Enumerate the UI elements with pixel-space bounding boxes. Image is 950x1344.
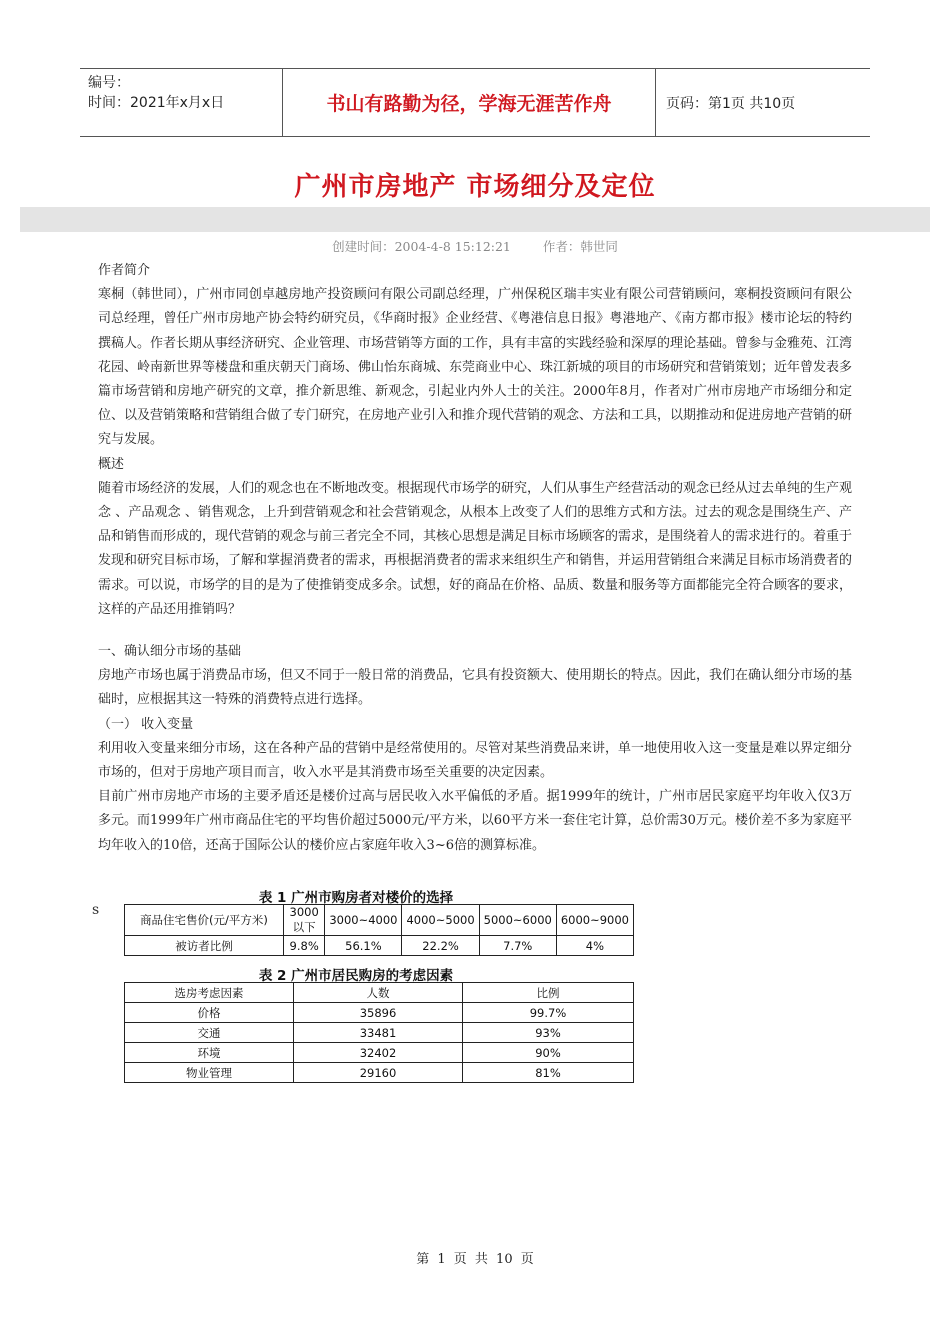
table2-title: 表 2 广州市居民购房的考虑因素 <box>258 968 454 984</box>
table1-value-cell: 9.8% <box>284 936 325 956</box>
table1-value-cell: 4% <box>556 936 633 956</box>
paragraph-section-1: 房地产市场也属于消费品市场，但又不同于一般日常的消费品，它具有投资额大、使用期长的特点。因此，我们在确认细分市场的基础时，应根据其这一特殊的消费特点进行选择。 <box>98 668 853 708</box>
header-box <box>80 68 870 137</box>
paragraph-income-1: 利用收入变量来细分市场，这在各种产品的营销中是经常使用的。尽管对某些消费品来讲，单一地使用收入这一变量是难以界定细分市场的，但对于房地产项目而言，收入水平是其消费市场至关重要的决定因素。 <box>98 740 853 781</box>
table1-value-cell: 7.7% <box>479 936 556 956</box>
table-row <box>125 1003 634 1023</box>
paragraph-income-2: 目前广州市房地产市场的主要矛盾还是楼价过高与居民收入水平偏低的矛盾。据1999年的统计，广州市居民家庭平均年收入仅3万多元。而1999年广州市商品住宅的平均售价超过5000元/平方米，以60平方米一套住宅计算，总价需30万元。楼价差不多为家庭平均年收入的10倍，还高于国际公认的楼价应占家庭年收入3~6倍的测算标准。 <box>98 789 852 853</box>
table2-cell: 32402 <box>294 1043 463 1063</box>
table2-header-cell: 比例 <box>463 983 634 1003</box>
article-body <box>98 259 852 858</box>
article-meta <box>0 237 950 255</box>
table-row <box>125 905 634 936</box>
table2-cell: 90% <box>463 1043 634 1063</box>
heading-section-1: 一、确认细分市场的基础 <box>98 644 242 660</box>
heading-overview: 概述 <box>98 456 125 472</box>
table1 <box>124 904 634 956</box>
table1-value-cell: 56.1% <box>325 936 402 956</box>
table1-header-cell: 5000~6000 <box>479 905 556 936</box>
table2-cell: 环境 <box>125 1043 294 1063</box>
paragraph-author-bio: 寒桐（韩世同），广州市同创卓越房地产投资顾问有限公司副总经理，广州保税区瑞丰实业有限公司营销顾问，寒桐投资顾问有限公司总经理，曾任广州市房地产协会特约研究员，《华商时报》企业经营、《粤港信息日报》粤港地产、《南方都市报》楼市论坛的特约撰稿人。作者长期从事经济研究、企业管理、市场营销等方面的工作，具有丰富的实践经验和深厚的理论基础。曾参与金雅苑、江湾花园、岭南新世界等楼盘和重庆朝天门商场、佛山怡东商城、东莞商业中心、珠江新城的项目的市场研究和营销策划；近年曾发表多篇市场营销和房地产研究的文章，推介新思维、新观念，引起业内外人士的关注。2000年8月，作者对广州市房地产市场细分和定位、以及营销策略和营销组合做了专门研究，在房地产业引入和推介现代营销的观念、方法和工具，以期推动和促进房地产营销的研究与发展。 <box>98 287 853 448</box>
table2-cell: 99.7% <box>463 1003 634 1023</box>
table-row <box>125 1023 634 1043</box>
table-row <box>125 936 634 956</box>
paragraph-gap <box>98 622 852 640</box>
page-footer: 第 1 页 共 10 页 <box>416 1252 534 1267</box>
table1-value-cell: 22.2% <box>402 936 479 956</box>
table-row <box>125 1043 634 1063</box>
table2-header-cell: 选房考虑因素 <box>125 983 294 1003</box>
table-row <box>125 1063 634 1083</box>
table1-header-cell: 6000~9000 <box>556 905 633 936</box>
document-title: 广州市房地产 市场细分及定位 <box>294 172 656 202</box>
table2-cell: 33481 <box>294 1023 463 1043</box>
serial-label: 编号： <box>88 75 130 91</box>
paragraph-overview: 随着市场经济的发展，人们的观念也在不断地改变。根据现代市场学的研究，人们从事生产经营活动的观念已经从过去单纯的生产观念 、产品观念 、销售观念，上升到营销观念和社会营销观念，从根本上改变了人们的思维方式和方法。过去的观念是围绕生产、产品和销售而形成的，现代营销的观念与前三者完全不同，其核心思想是满足目标市场顾客的需求，是围绕着人的需求进行的。着重于发现和研究目标市场，了解和掌握消费者的需求，再根据消费者的需求来组织生产和销售，并运用营销组合来满足目标市场消费者的需求。可以说，市场学的目的是为了使推销变成多余。试想，好的商品在价格、品质、数量和服务等方面都能完全符合顾客的要求，这样的产品还用推销吗？ <box>98 480 853 617</box>
date-label: 时间：2021年x月x日 <box>88 95 225 111</box>
table1-header-cell: 商品住宅售价(元/平方米) <box>125 905 284 936</box>
table1-header-cell: 3000 以下 <box>284 905 325 936</box>
tables-figure <box>92 884 656 1104</box>
table2-cell: 价格 <box>125 1003 294 1023</box>
table2 <box>124 982 634 1083</box>
table1-row-label: 被访者比例 <box>125 936 284 956</box>
table2-header-cell: 人数 <box>294 983 463 1003</box>
table1-header-cell: 4000~5000 <box>402 905 479 936</box>
author: 作者：韩世同 <box>542 239 618 254</box>
table2-cell: 物业管理 <box>125 1063 294 1083</box>
table2-cell: 93% <box>463 1023 634 1043</box>
stray-mark: s <box>92 902 100 918</box>
table2-cell: 81% <box>463 1063 634 1083</box>
heading-author-intro: 作者简介 <box>98 263 151 278</box>
heading-income-variable: （一） 收入变量 <box>98 716 194 732</box>
header-left <box>80 69 282 136</box>
table2-cell: 交通 <box>125 1023 294 1043</box>
table2-cell: 29160 <box>294 1063 463 1083</box>
title-divider-bar <box>20 207 930 232</box>
created-time: 创建时间：2004-4-8 15:12:21 <box>332 239 511 254</box>
table-row <box>125 983 634 1003</box>
table1-title: 表 1 广州市购房者对楼价的选择 <box>258 890 454 906</box>
page-info: 页码：第1页 共10页 <box>666 95 796 112</box>
motto: 书山有路勤为径，学海无涯苦作舟 <box>282 69 656 136</box>
table1-header-cell: 3000~4000 <box>325 905 402 936</box>
table2-cell: 35896 <box>294 1003 463 1023</box>
